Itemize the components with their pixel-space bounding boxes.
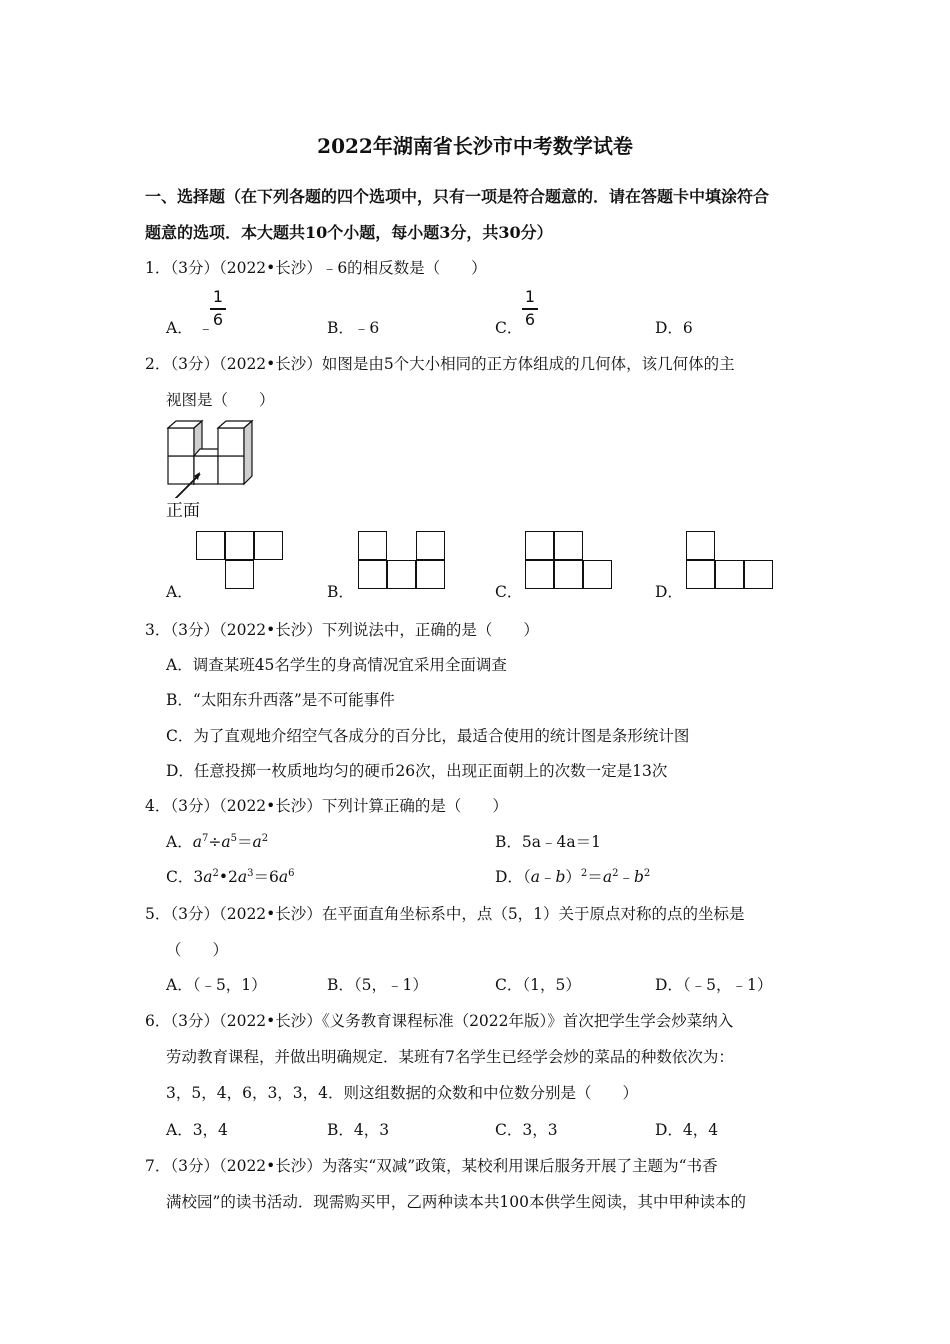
q2-option-d-label: D． — [655, 583, 683, 601]
q1-option-c-label: C． — [495, 319, 523, 337]
q3-option-c: C．为了直观地介绍空气各成分的百分比，最适合使用的统计图是条形统计图 — [166, 727, 690, 745]
q1-option-a-denominator: 6 — [212, 310, 224, 329]
question-5-stem-line2: （ ） — [166, 941, 229, 959]
q3-option-d: D．任意投掷一枚质地均匀的硬币26次，出现正面朝上的次数一定是13次 — [166, 762, 668, 780]
q3-option-b: B．“太阳东升西落”是不可能事件 — [166, 691, 395, 709]
q1-option-c-denominator: 6 — [524, 310, 536, 329]
page-title: 2022年湖南省长沙市中考数学试卷 — [317, 134, 633, 158]
question-2-stem-line1: 2．（3分）（2022•长沙）如图是由5个大小相同的正方体组成的几何体，该几何体的主 — [145, 355, 735, 373]
q4-option-b: B．5a﹣4a＝1 — [495, 833, 601, 851]
question-7-stem-line2: 满校园”的读书活动．现需购买甲，乙两种读本共100本供学生阅读，其中甲种读本的 — [166, 1193, 747, 1211]
q4-option-d-label: D． — [495, 868, 523, 886]
q5-option-b: B．（5，﹣1） — [327, 976, 428, 994]
question-6-stem-line2: 劳动教育课程，并做出明确规定．某班有7名学生已经学会炒的菜品的种数依次为： — [166, 1048, 734, 1066]
q1-option-d: D．6 — [655, 319, 693, 337]
q1-option-b: B．﹣6 — [327, 319, 380, 337]
q4-option-d: D．$(a﹣b)^2=a^2﹣b^2$ — [495, 867, 651, 886]
q2-solid-figure — [164, 418, 254, 498]
question-1-stem: 1．（3分）（2022•长沙）﹣6的相反数是（ ） — [145, 259, 487, 277]
q1-option-c-numerator: 1 — [524, 287, 536, 306]
q2-option-a-label: A． — [166, 583, 193, 601]
q4-option-a: A．$a^7\div a^5=a^2$ — [166, 832, 269, 851]
section-heading-line2: 题意的选项．本大题共10个小题，每小题3分，共30分） — [145, 223, 553, 242]
question-3-stem: 3．（3分）（2022•长沙）下列说法中，正确的是（ ） — [145, 621, 539, 639]
q6-option-c: C．3，3 — [495, 1121, 558, 1139]
question-6-stem-line1: 6．（3分）（2022•长沙）《义务教育课程标准（2022年版）》首次把学生学会炒菜纳入 — [145, 1012, 734, 1030]
q5-option-d: D．（﹣5，﹣1） — [655, 976, 773, 994]
q2-option-c-label: C． — [495, 583, 523, 601]
q6-option-b: B．4，3 — [327, 1121, 390, 1139]
question-6-stem-line3: 3，5，4，6，3，3，4．则这组数据的众数和中位数分别是（ ） — [166, 1084, 639, 1102]
question-2-stem-line2: 视图是（ ） — [166, 391, 275, 409]
q3-option-a: A．调查某班45名学生的身高情况宜采用全面调查 — [166, 656, 507, 674]
q6-option-d: D．4，4 — [655, 1121, 719, 1139]
q6-option-a: A．3，4 — [166, 1121, 228, 1139]
q1-option-a-label: A． — [166, 319, 193, 337]
q2-front-label: 正面 — [166, 501, 200, 521]
q4-option-a-label: A． — [166, 833, 193, 851]
question-7-stem-line1: 7．（3分）（2022•长沙）为落实“双减”政策，某校利用课后服务开展了主题为“书香 — [145, 1157, 718, 1175]
q1-option-a-numerator: 1 — [212, 287, 224, 306]
q4-option-c: C．$3a^2•2a^3=6a^6$ — [166, 867, 295, 886]
q4-option-c-label: C． — [166, 868, 194, 886]
q5-option-c: C．（1，5） — [495, 976, 581, 994]
section-heading-line1: 一、选择题（在下列各题的四个选项中，只有一项是符合题意的．请在答题卡中填涂符合 — [145, 187, 770, 206]
question-4-stem: 4．（3分）（2022•长沙）下列计算正确的是（ ） — [145, 797, 508, 815]
q1-option-a-sign: ﹣ — [198, 319, 214, 337]
question-5-stem: 5．（3分）（2022•长沙）在平面直角坐标系中，点（5，1）关于原点对称的点的坐标是 — [145, 905, 745, 923]
q2-option-b-label: B． — [327, 583, 354, 601]
q5-option-a: A．（﹣5，1） — [166, 976, 267, 994]
